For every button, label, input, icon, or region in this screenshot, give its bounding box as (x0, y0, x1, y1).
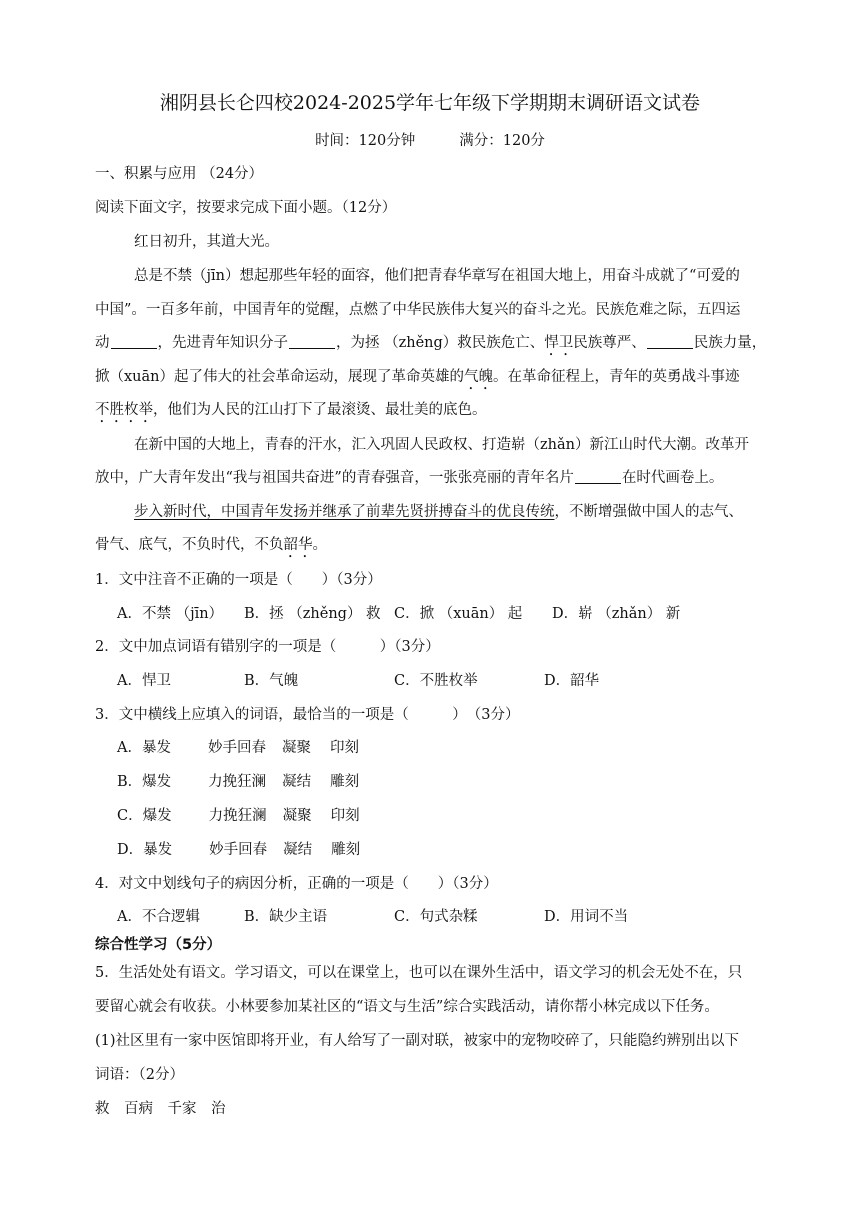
question-4-options (117, 907, 628, 927)
passage-text: 民族力量， (693, 335, 767, 351)
full-score: 满分：120分 (459, 133, 545, 149)
passage-text: 在时代画卷上。 (621, 470, 724, 486)
passage-line: 红日初升，其道大光。 (134, 234, 279, 250)
question-5-line: 要留心就会有收获。小林要参加某社区的“语文与生活”综合实践活动，请你帮小林完成以下任务。 (95, 999, 719, 1015)
option-word: 力挽狂澜 (208, 808, 267, 824)
reading-instruction: 阅读下面文字，按要求完成下面小题。（12分） (95, 200, 397, 216)
question-1-options (117, 604, 680, 624)
option-word: 印刻 (330, 808, 360, 824)
passage-line: 中国”。一百多年前，中国青年的觉醒，点燃了中华民族伟大复兴的奋斗之光。民族危难之际，五四运 (95, 302, 741, 318)
passage-line (95, 535, 327, 561)
option-word: 妙手回春 (209, 842, 268, 858)
question-3-option[interactable] (117, 772, 359, 792)
passage-text: 动 (95, 335, 110, 351)
passage-text: 骨气、底气，不负时代，不负 (95, 537, 284, 553)
dotted-word: 悍卫 (544, 335, 574, 351)
option-word: 妙手回春 (207, 740, 266, 756)
option-word: 雕刻 (330, 774, 360, 790)
passage-text: 。在革命征程上，青年的英勇战斗事迹 (493, 369, 740, 385)
passage-line (134, 502, 743, 522)
option-word: 雕刻 (331, 842, 361, 858)
option-letter: D． (117, 842, 144, 858)
question-5-line: 5．生活处处有语文。学习语文，可以在课堂上，也可以在课外生活中，语文学习的机会无处不在，只 (95, 965, 743, 981)
question-4-stem: 4．对文中划线句子的病因分析，正确的一项是（ ）（3分） (95, 876, 498, 892)
option-d[interactable]: D．崭 （zhǎn） 新 (552, 606, 681, 622)
couplet-words: 救 百病 千家 治 (95, 1101, 226, 1117)
option-b[interactable]: B．拯 （zhěng） 救 (244, 606, 381, 622)
option-d[interactable]: D．用词不当 (544, 909, 629, 925)
option-word: 暴发 (143, 842, 173, 858)
exam-title: 湘阴县长仑四校2024-2025学年七年级下学期期末调研语文试卷 (159, 92, 701, 114)
passage-line (95, 333, 766, 359)
subquestion-line: (1)社区里有一家中医馆即将开业，有人给写了一副对联，被家中的宠物咬碎了，只能隐约辨别出以下 (95, 1033, 740, 1049)
passage-text: 掀（xuān）起了伟大的社会革命运动，展现了革命英雄的 (95, 369, 464, 385)
fill-blank (111, 334, 157, 349)
passage-line (95, 367, 740, 393)
passage-line: 总是不禁（jīn）想起那些年轻的面容，他们把青春华章写在祖国大地上，用奋斗成就了“可爱的 (134, 268, 740, 284)
option-c[interactable]: C．句式杂糅 (394, 909, 478, 925)
option-c[interactable]: C．掀 （xuān） 起 (394, 606, 523, 622)
option-a[interactable]: A．悍卫 (117, 673, 171, 689)
time-limit: 时间：120分钟 (315, 133, 416, 149)
question-3-stem: 3．文中横线上应填入的词语，最恰当的一项是（ ） （3分） (95, 707, 520, 723)
subquestion-line: 词语：（2分） (95, 1067, 184, 1083)
section-heading: 综合性学习（5分） (95, 937, 222, 953)
option-word: 暴发 (141, 740, 171, 756)
fill-blank (575, 469, 621, 484)
question-3-option[interactable] (117, 840, 360, 860)
passage-line: 在新中国的大地上，青春的汗水，汇入巩固人民政权、打造崭（zhǎn）新江山时代大潮。改革开 (134, 437, 749, 453)
dotted-word: 韶华 (283, 537, 313, 553)
option-word: 力挽狂澜 (208, 774, 267, 790)
question-2-options (117, 671, 599, 691)
question-2-stem: 2．文中加点词语有错别字的一项是（ ）（3分） (95, 639, 440, 655)
option-word: 印刻 (329, 740, 359, 756)
passage-line (95, 468, 723, 488)
question-3-option[interactable] (117, 738, 359, 758)
dotted-word: 不胜枚举 (95, 402, 153, 418)
question-1-stem: 1．文中注音不正确的一项是（ ）（3分） (95, 572, 382, 588)
option-a[interactable]: A．不合逻辑 (117, 909, 200, 925)
option-letter: C． (117, 808, 143, 824)
dotted-word: 气魄 (464, 369, 493, 385)
option-letter: B． (117, 774, 143, 790)
passage-text: ，为拯 （zhěng）救民族危亡、 (336, 335, 545, 351)
option-word: 爆发 (142, 808, 172, 824)
option-word: 爆发 (142, 774, 172, 790)
fill-blank (647, 334, 693, 349)
option-c[interactable]: C．不胜枚举 (394, 673, 478, 689)
option-word: 凝聚 (281, 740, 311, 756)
option-b[interactable]: B．缺少主语 (244, 909, 328, 925)
option-letter: A． (117, 740, 142, 756)
passage-text: 。 (312, 537, 327, 553)
option-word: 凝聚 (282, 808, 312, 824)
option-word: 凝结 (282, 774, 312, 790)
underlined-sentence: 步入新时代，中国青年发扬并继承了前辈先贤拼搏奋斗的优良传统 (134, 504, 555, 520)
fill-blank (289, 334, 335, 349)
option-b[interactable]: B．气魄 (244, 673, 299, 689)
passage-text: ，他们为人民的江山打下了最滚烫、最壮美的底色。 (153, 402, 487, 418)
question-3-option[interactable] (117, 806, 360, 826)
passage-line (95, 400, 487, 426)
option-a[interactable]: A．不禁 （jīn） (117, 606, 224, 622)
passage-text: ，不断增强做中国人的志气、 (554, 504, 743, 520)
passage-text: 放中，广大青年发出“我与祖国共奋进”的青春强音，一张张亮丽的青年名片 (95, 470, 574, 486)
passage-text: 民族尊严、 (573, 335, 646, 351)
option-d[interactable]: D．韶华 (544, 673, 600, 689)
exam-meta (0, 131, 860, 151)
section-heading: 一、积累与应用 （24分） (95, 166, 264, 182)
option-word: 凝结 (283, 842, 313, 858)
passage-text: ，先进青年知识分子 (157, 335, 288, 351)
